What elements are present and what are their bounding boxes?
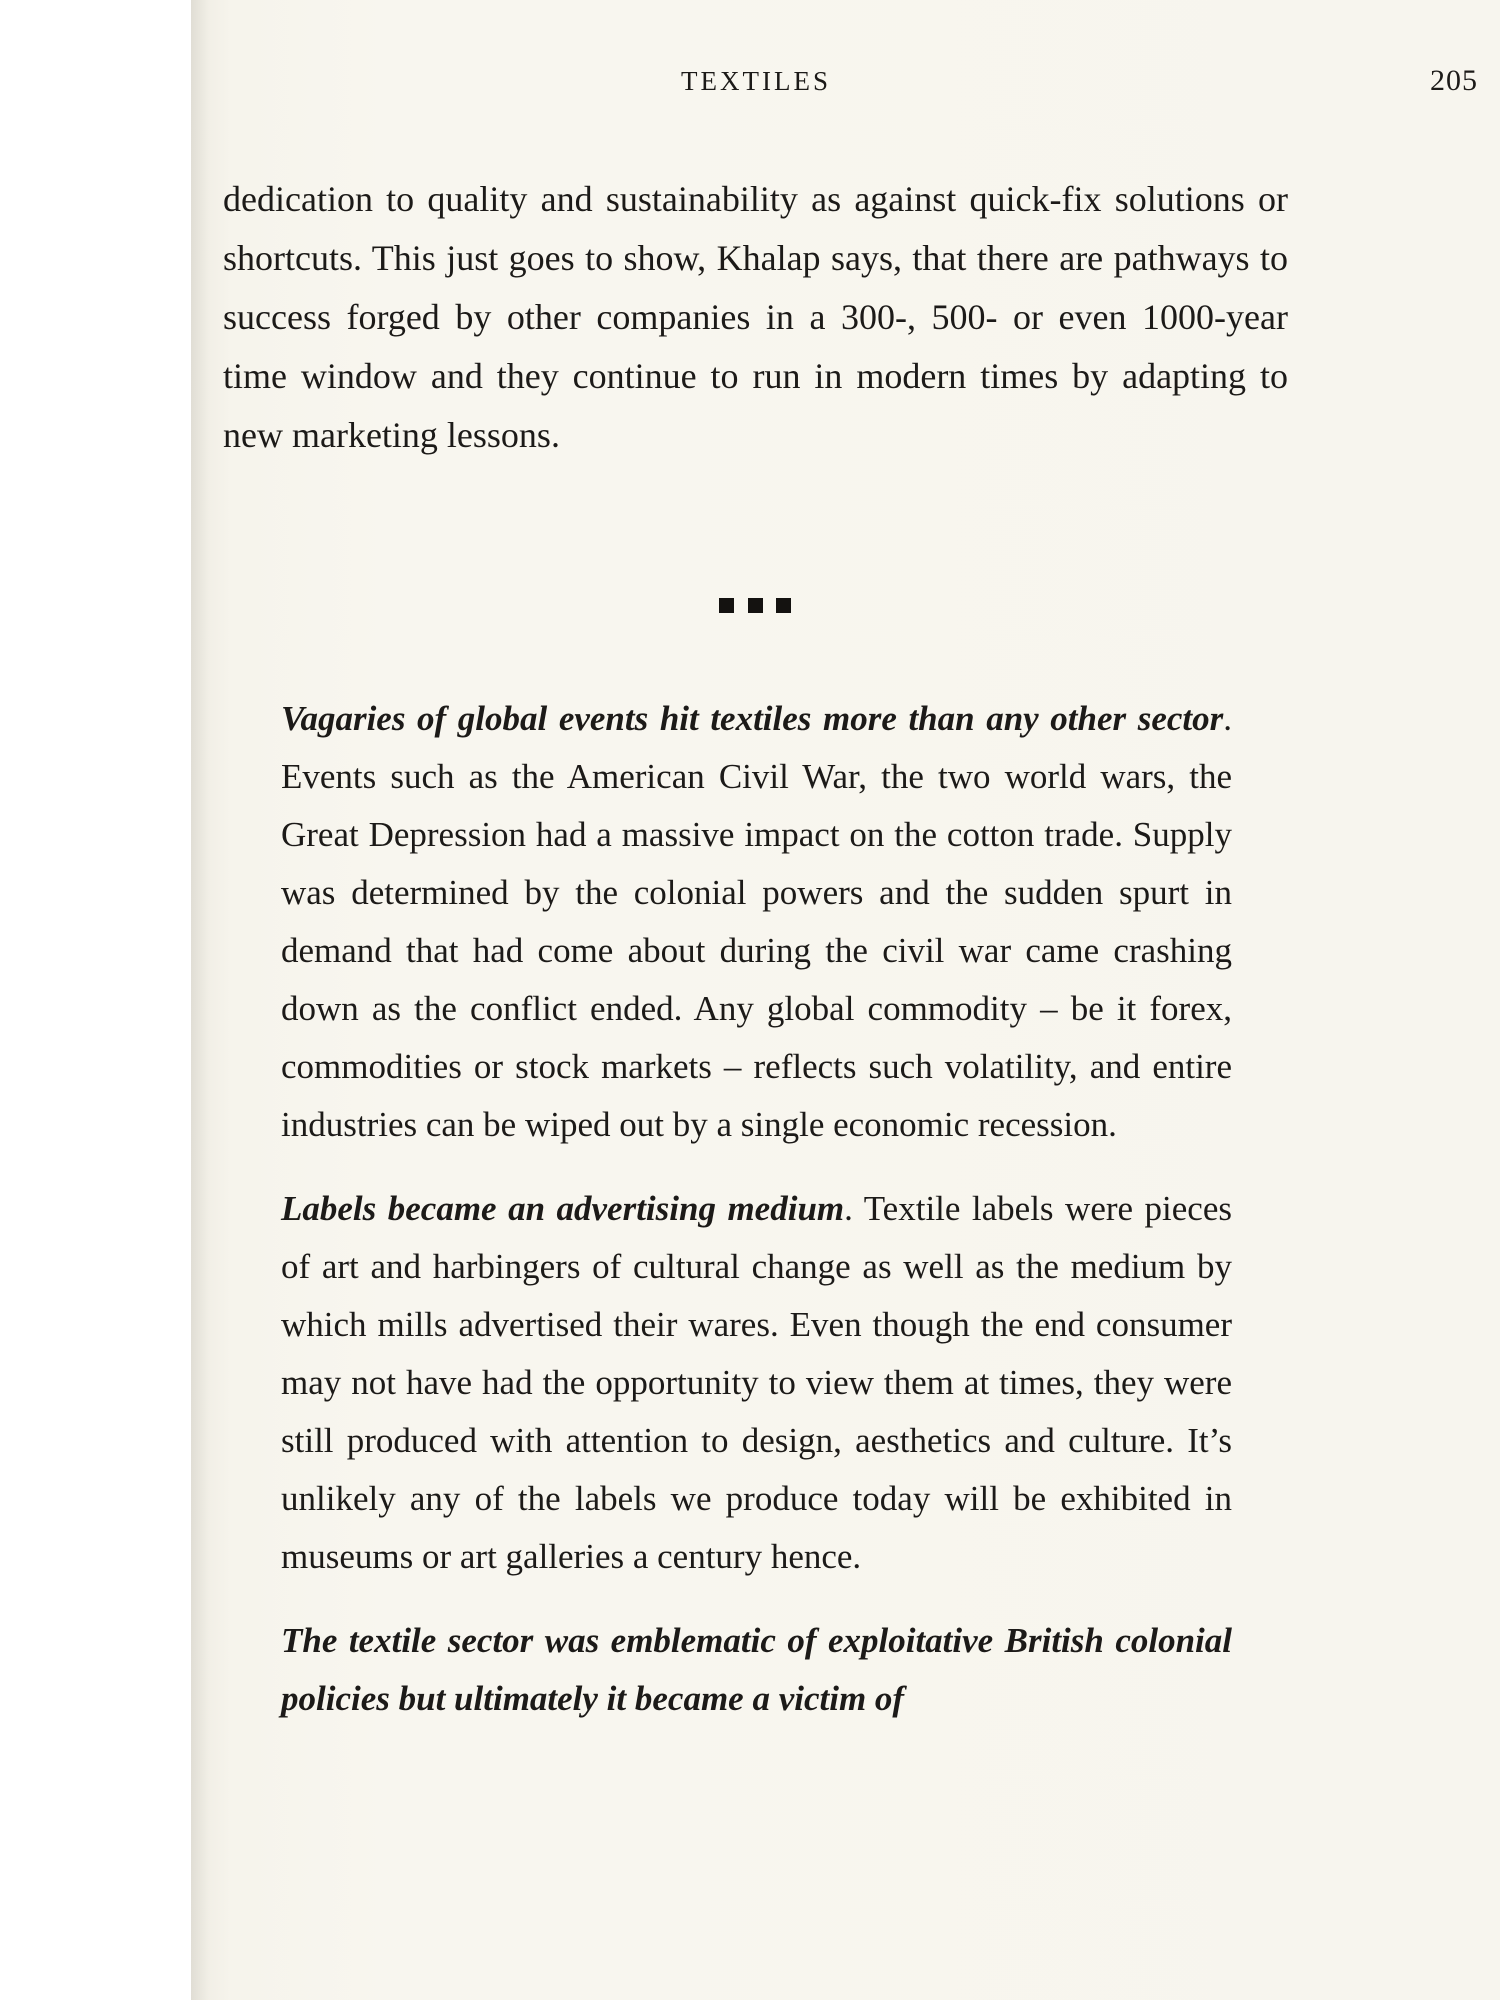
takeaway-list bbox=[281, 690, 1232, 1754]
takeaway-paragraph bbox=[281, 1180, 1232, 1586]
section-break-ornament bbox=[719, 598, 791, 614]
page-gutter-shadow bbox=[191, 0, 209, 2000]
takeaway-text: . Events such as the American Civil War, the two world wars, the Great Depression had a massive impact on the cotton trade. Supply was determined by the colonial powers and the sudden spurt in demand that had come about during the civil war came crashing down as the conflict ended. Any global commodity – be it forex, commodities or stock markets – reflects such volatility, and entire industries can be wiped out by a single economic recession. bbox=[281, 699, 1232, 1144]
takeaway-lead: Vagaries of global events hit textiles more than any other sector bbox=[281, 699, 1224, 738]
page-number: 205 bbox=[1430, 64, 1478, 97]
takeaway-text: . Textile labels were pieces of art and harbingers of cultural change as well as the medium by which mills advertised their wares. Even though the end consumer may not have had the opportunity to view them at times, they were still produced with attention to design, aesthetics and culture. It’s unlikely any of the labels we produce today will be exhibited in museums or art galleries a century hence. bbox=[281, 1189, 1232, 1576]
running-title: TEXTILES bbox=[681, 66, 831, 96]
ornament-square-icon bbox=[776, 598, 791, 613]
ornament-square-icon bbox=[719, 598, 734, 613]
book-page bbox=[191, 0, 1500, 2000]
takeaway-paragraph bbox=[281, 1612, 1232, 1728]
takeaway-lead: The textile sector was emblematic of exploitative British colonial policies but ultimately it became a victim of bbox=[281, 1621, 1232, 1718]
running-header bbox=[191, 66, 1500, 106]
ornament-square-icon bbox=[748, 598, 763, 613]
takeaway-paragraph bbox=[281, 690, 1232, 1154]
body-paragraph: dedication to quality and sustainability as against quick-fix solutions or shortcuts. This just goes to show, Khalap says, that there are pathways to success forged by other companies in a 300-, 500- or even 1000-year time window and they continue to run in modern times by adapting to new marketing lessons. bbox=[223, 179, 1288, 455]
takeaway-lead: Labels became an advertising medium bbox=[281, 1189, 845, 1228]
